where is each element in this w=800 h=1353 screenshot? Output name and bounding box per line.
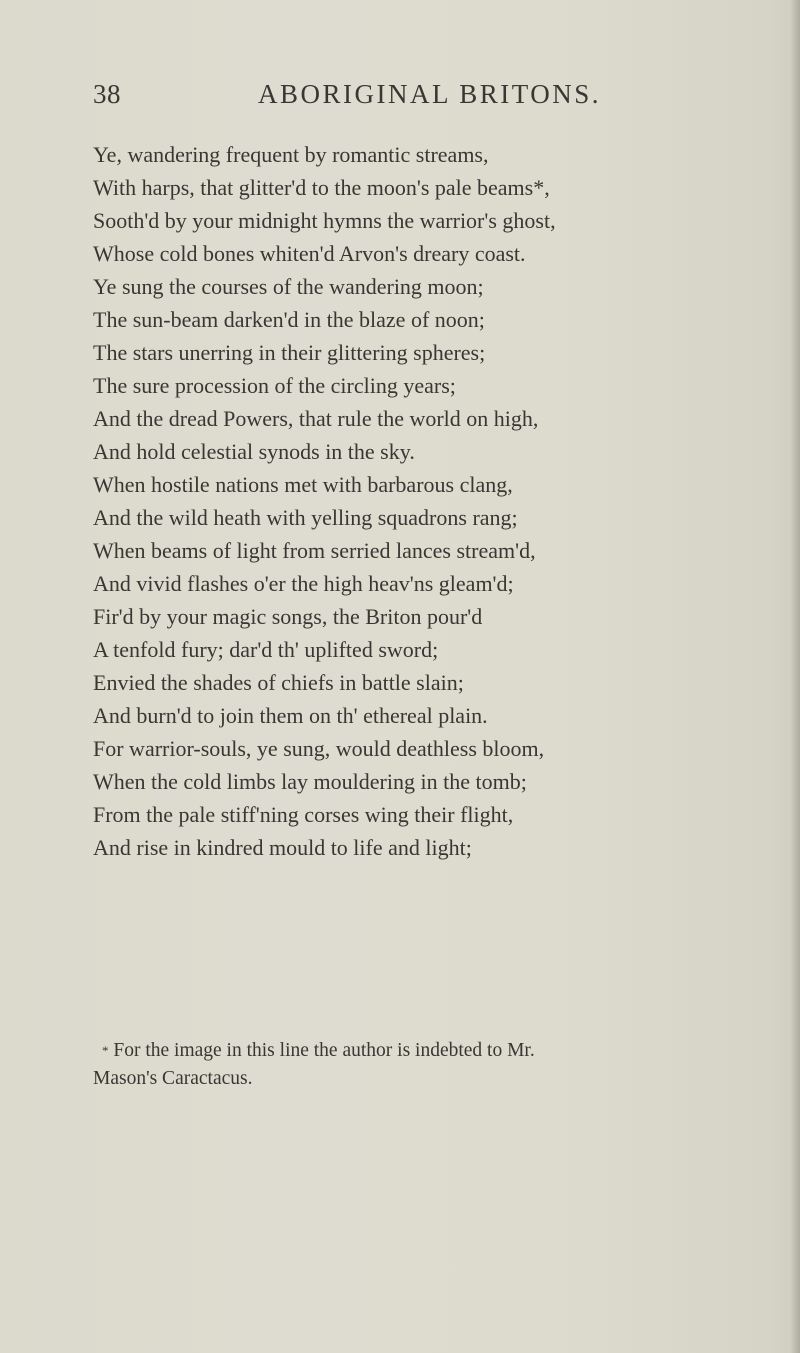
footnote-mark: *: [102, 1043, 109, 1058]
poem-line: The sun-beam darken'd in the blaze of noon;: [93, 307, 485, 332]
poem-line: And vivid flashes o'er the high heav'ns gleam'd;: [93, 571, 514, 596]
poem-line: Envied the shades of chiefs in battle slain;: [93, 670, 464, 695]
poem-line: Sooth'd by your midnight hymns the warrior's ghost,: [93, 208, 556, 233]
page-header: [93, 79, 653, 119]
poem-line: Whose cold bones whiten'd Arvon's dreary coast.: [93, 241, 526, 266]
running-head: ABORIGINAL BRITONS.: [258, 79, 602, 109]
poem-line: The sure procession of the circling years;: [93, 373, 456, 398]
poem-line: When hostile nations met with barbarous clang,: [93, 472, 513, 497]
poem-text: [93, 138, 773, 864]
footnote: [93, 1037, 783, 1093]
poem-line: And the dread Powers, that rule the world on high,: [93, 406, 539, 431]
footnote-text: For the image in this line the author is indebted to Mr.: [113, 1040, 535, 1061]
poem-line: And burn'd to join them on th' ethereal plain.: [93, 703, 488, 728]
poem-line: Ye, wandering frequent by romantic streams,: [93, 142, 489, 167]
poem-line: For warrior-souls, ye sung, would deathless bloom,: [93, 736, 545, 761]
poem-line: Ye sung the courses of the wandering moon;: [93, 274, 484, 299]
poem-line: With harps, that glitter'd to the moon's pale beams*,: [93, 175, 550, 200]
poem-line: When the cold limbs lay mouldering in the tomb;: [93, 769, 527, 794]
poem-line: A tenfold fury; dar'd th' uplifted sword;: [93, 637, 439, 662]
footnote-line: [93, 1037, 783, 1065]
poem-line: From the pale stiff'ning corses wing their flight,: [93, 802, 514, 827]
poem-line: And rise in kindred mould to life and light;: [93, 835, 472, 860]
poem-line: Fir'd by your magic songs, the Briton pour'd: [93, 604, 483, 629]
poem-line: When beams of light from serried lances stream'd,: [93, 538, 536, 563]
footnote-line: Mason's Caractacus.: [93, 1068, 253, 1089]
page-number: 38: [93, 79, 121, 109]
poem-line: The stars unerring in their glittering spheres;: [93, 340, 486, 365]
poem-line: And hold celestial synods in the sky.: [93, 439, 415, 464]
poem-line: And the wild heath with yelling squadrons rang;: [93, 505, 518, 530]
